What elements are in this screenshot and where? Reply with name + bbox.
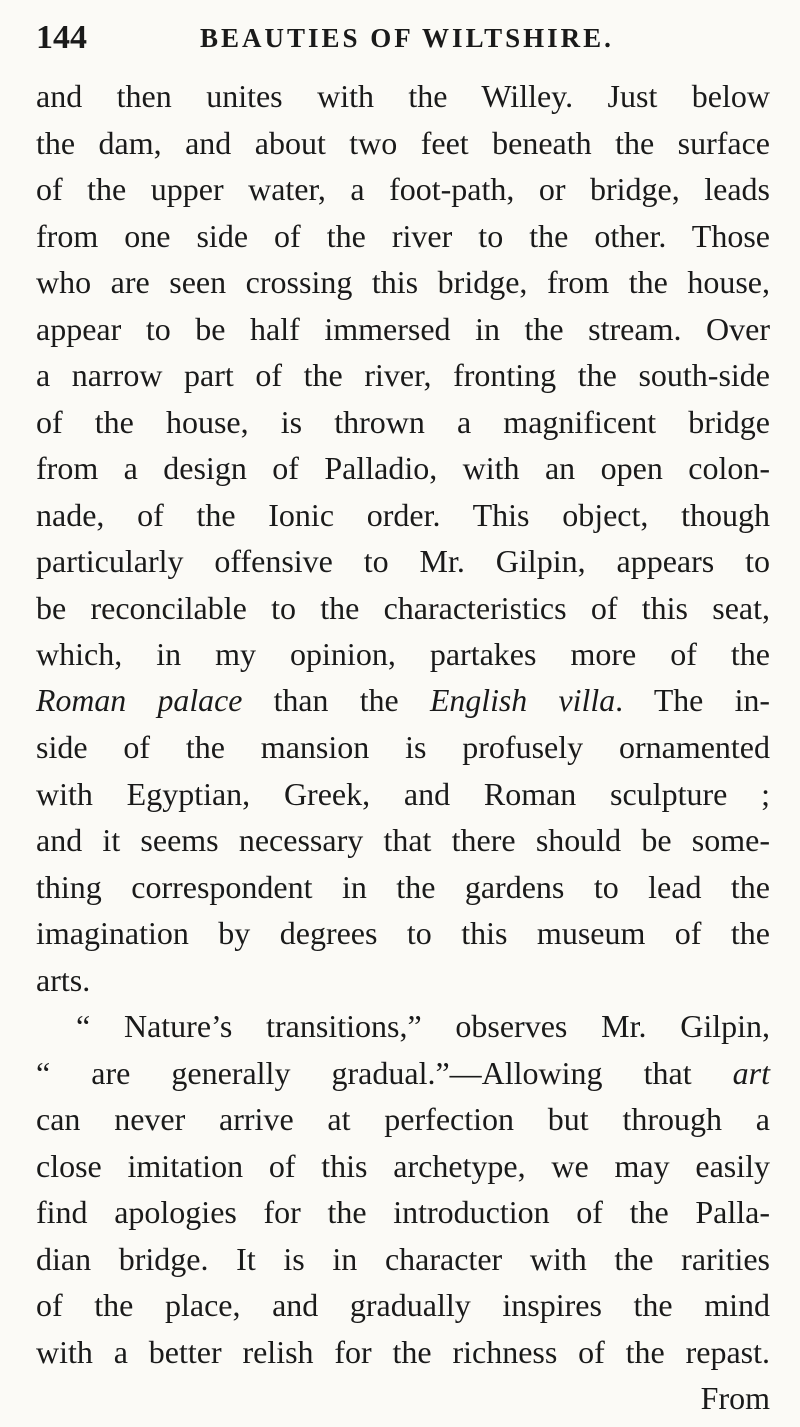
text-line: the dam, and about two feet beneath the surface [36,124,770,161]
text-line: from a design of Palladio, with an open colon- [36,450,770,486]
text-line: a narrow part of the river, fronting the south-side [36,357,770,393]
italic-phrase: English villa [429,682,616,718]
catchword: From [700,1380,770,1416]
text-line: imagination by degrees to this museum of the [36,915,770,951]
text-line: with a better relish for the richness of the repast. [36,1333,770,1370]
text-line: be reconcilable to the characteristics of this seat, [36,589,770,626]
text-line: “ Nature’s transitions,” observes Mr. Gilpin, [76,1008,770,1044]
running-head [36,14,770,62]
text-line: close imitation of this archetype, we may easily [36,1147,770,1184]
text-line: with Egyptian, Greek, and Roman sculpture ; [36,775,770,812]
text-line: appear to be half immersed in the stream. Over [36,310,770,347]
text-line: of the house, is thrown a magnificent bridge [36,403,770,440]
text-line: from one side of the river to the other. Those [36,217,770,254]
text-line: Roman palace than the English villa. The in- [36,682,770,718]
body-text [36,73,770,1422]
page-number: 144 [36,19,87,56]
text-line: dian bridge. It is in character with the rarities [36,1240,770,1277]
text-line: of the place, and gradually inspires the mind [36,1287,770,1323]
text-line: nade, of the Ionic order. This object, though [36,496,770,533]
text-line: particularly offensive to Mr. Gilpin, appears to [36,543,770,579]
text-line: and then unites with the Willey. Just below [36,78,770,114]
text-line: which, in my opinion, partakes more of the [36,636,770,672]
text-line: side of the mansion is profusely ornamented [36,729,770,765]
italic-phrase: Roman palace [36,682,243,718]
text-line: find apologies for the introduction of the Palla- [36,1194,770,1230]
text-line: “ are generally gradual.”—Allowing that art [36,1054,770,1091]
text-line: and it seems necessary that there should be some- [36,822,770,858]
running-title: BEAUTIES OF WILTSHIRE. [200,23,614,53]
italic-phrase: art [732,1054,770,1091]
text-line: arts. [36,961,91,998]
text-line: who are seen crossing this bridge, from the house, [36,264,770,300]
text-line: can never arrive at perfection but through a [36,1101,770,1137]
text-line: of the upper water, a foot-path, or bridge, leads [36,171,770,207]
text-line: thing correspondent in the gardens to lead the [36,868,770,905]
